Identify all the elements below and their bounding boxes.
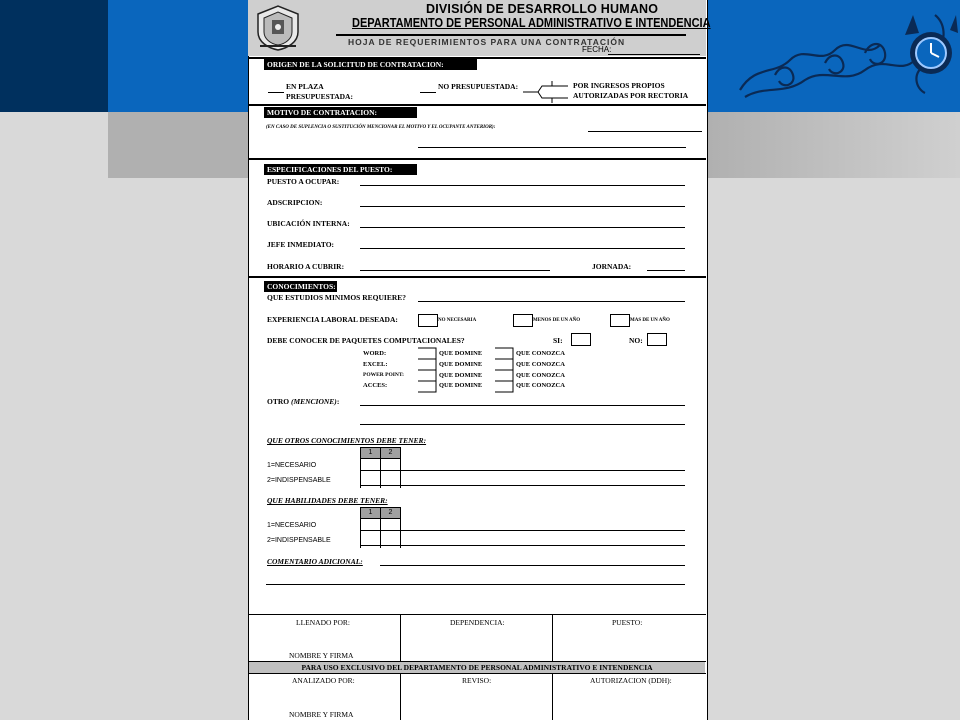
exp-no-necesaria-label: NO NECESARIA	[438, 318, 477, 323]
domine-label-excel: QUE DOMINE	[439, 361, 483, 368]
analizado-label: ANALIZADO POR:	[292, 676, 355, 685]
ingresos-bracket[interactable]	[522, 80, 572, 104]
rating-header-2: 2	[380, 507, 401, 519]
habilidades-line-2[interactable]	[360, 545, 685, 546]
no-presup-label: NO PRESUPUESTADA:	[438, 82, 519, 91]
exp-mas-checkbox[interactable]	[610, 314, 630, 327]
gray-block-right	[708, 112, 960, 178]
estudios-label: QUE ESTUDIOS MINIMOS REQUIERE?	[267, 293, 406, 302]
no-label: NO:	[629, 336, 643, 345]
habilidades-line-1[interactable]	[360, 530, 685, 531]
university-seal-icon	[252, 2, 304, 52]
comentario-line-2[interactable]	[266, 584, 685, 585]
plaza-label-2: PRESUPUESTADA:	[286, 92, 353, 101]
adscripcion-line[interactable]	[360, 206, 685, 207]
ingresos-label-2: AUTORIZADAS POR RECTORIA	[573, 91, 689, 100]
origen-title: ORIGEN DE LA SOLICITUD DE CONTRATACION:	[264, 59, 477, 70]
signature-col-line	[552, 673, 553, 720]
exclusivo-bar: PARA USO EXCLUSIVO DEL DEPARTAMENTO DE PERSONAL ADMINISTRATIVO E INTENDENCIA	[249, 662, 705, 673]
section-divider	[248, 104, 706, 106]
adscripcion-label: ADSCRIPCION:	[267, 198, 323, 207]
motivo-line-1[interactable]	[588, 131, 702, 132]
domine-bracket[interactable]	[418, 347, 438, 393]
autorizacion-label: AUTORIZACION (DDH):	[590, 676, 672, 685]
puesto-line[interactable]	[360, 185, 685, 186]
fecha-line	[608, 54, 700, 55]
reviso-label: REVISO:	[462, 676, 492, 685]
fecha-label: FECHA:	[582, 45, 612, 54]
otros-conocimientos-label: QUE OTROS CONOCIMIENTOS DEBE TENER:	[267, 436, 427, 445]
rating-col-line	[400, 518, 401, 548]
otro-label-a: OTRO	[267, 397, 291, 406]
rating-col-line	[360, 458, 361, 488]
software-acces-label: ACCES:	[363, 382, 388, 389]
software-excel-label: EXCEL:	[363, 361, 388, 368]
indispensable-legend: 2=INDISPENSABLE	[267, 537, 331, 544]
exp-mas-label: MAS DE UN AÑO	[630, 318, 670, 323]
clock-tower-ornament-icon	[735, 5, 960, 105]
software-ppt-label: POWER POINT:	[363, 372, 404, 378]
jornada-line[interactable]	[647, 270, 685, 271]
motivo-note: (EN CASO DE SUPLENCIA O SUSTITUCIÓN MENCIONAR EL MOTIVO Y EL OCUPANTE ANTERIOR):	[266, 125, 496, 130]
conozca-label-ppt: QUE CONOZCA	[516, 372, 565, 379]
nombre-firma-label-2: NOMBRE Y FIRMA	[289, 710, 354, 719]
puesto-label: PUESTO A OCUPAR:	[267, 177, 340, 186]
plaza-checkline[interactable]	[268, 92, 284, 93]
section-divider	[248, 673, 706, 674]
si-label: SI:	[553, 336, 563, 345]
header-line-2: DEPARTAMENTO DE PERSONAL ADMINISTRATIVO E INTENDENCIA	[352, 16, 711, 30]
dependencia-label: DEPENDENCIA:	[450, 618, 505, 627]
indispensable-legend: 2=INDISPENSABLE	[267, 477, 331, 484]
header-line-1: DIVISIÓN DE DESARROLLO HUMANO	[426, 2, 659, 16]
puesto-sign-label: PUESTO:	[612, 618, 643, 627]
signature-col-line	[552, 614, 553, 661]
rating-header-1: 1	[360, 447, 381, 459]
jefe-line[interactable]	[360, 248, 685, 249]
rating-col-line	[400, 458, 401, 488]
jefe-label: JEFE INMEDIATO:	[267, 240, 335, 249]
ubicacion-line[interactable]	[360, 227, 685, 228]
necesario-legend: 1=NECESARIO	[267, 522, 317, 529]
exp-no-necesaria-checkbox[interactable]	[418, 314, 438, 327]
conozca-bracket[interactable]	[495, 347, 515, 393]
jornada-label: JORNADA:	[592, 262, 632, 271]
si-checkbox[interactable]	[571, 333, 591, 346]
section-divider	[248, 614, 706, 615]
otros-con-line-1[interactable]	[360, 470, 685, 471]
header-line-3: HOJA DE REQUERIMIENTOS PARA UNA CONTRATACIÓN	[348, 37, 626, 47]
rating-header-1: 1	[360, 507, 381, 519]
rating-col-line	[380, 518, 381, 548]
domine-label-ppt: QUE DOMINE	[439, 372, 483, 379]
rating-col-line	[380, 458, 381, 488]
otro-label-c: :	[336, 397, 340, 406]
section-divider	[248, 276, 706, 278]
otros-con-line-2[interactable]	[360, 485, 685, 486]
conozca-label-excel: QUE CONOZCA	[516, 361, 565, 368]
nombre-firma-label: NOMBRE Y FIRMA	[289, 651, 354, 660]
exp-menos-checkbox[interactable]	[513, 314, 533, 327]
header-rule	[336, 34, 686, 36]
otro-label	[267, 397, 339, 406]
software-word-label: WORD:	[363, 350, 387, 357]
signature-col-line	[400, 673, 401, 720]
comentario-line-1[interactable]	[380, 565, 685, 566]
signature-col-line	[400, 614, 401, 661]
otro-label-b: (MENCIONE)	[290, 397, 337, 406]
motivo-title: MOTIVO DE CONTRATACION:	[264, 107, 417, 118]
habilidades-label: QUE HABILIDADES DEBE TENER:	[267, 496, 388, 505]
no-checkbox[interactable]	[647, 333, 667, 346]
domine-label-word: QUE DOMINE	[439, 350, 483, 357]
conocimientos-title: CONOCIMIENTOS:	[264, 281, 337, 292]
otro-line-2[interactable]	[360, 424, 685, 425]
rating-col-line	[360, 518, 361, 548]
section-divider	[248, 158, 706, 160]
rating-header-2: 2	[380, 447, 401, 459]
motivo-line-2[interactable]	[418, 147, 686, 148]
comentario-label: COMENTARIO ADICIONAL:	[267, 557, 363, 566]
gray-block-left	[108, 112, 248, 178]
domine-label-acces: QUE DOMINE	[439, 382, 483, 389]
otro-line-1[interactable]	[360, 405, 685, 406]
conozca-label-word: QUE CONOZCA	[516, 350, 565, 357]
horario-line[interactable]	[360, 270, 550, 271]
navy-block	[0, 0, 108, 112]
conozca-label-acces: QUE CONOZCA	[516, 382, 565, 389]
ubicacion-label: UBICACIÓN INTERNA:	[267, 219, 350, 228]
paquetes-label: DEBE CONOCER DE PAQUETES COMPUTACIONALES?	[267, 336, 465, 345]
horario-label: HORARIO A CUBRIR:	[267, 262, 345, 271]
especificaciones-title: ESPECIFICACIONES DEL PUESTO:	[264, 164, 417, 175]
necesario-legend: 1=NECESARIO	[267, 462, 317, 469]
llenado-label: LLENADO POR:	[296, 618, 350, 627]
no-presup-checkline[interactable]	[420, 92, 436, 93]
blue-block-left	[108, 0, 248, 112]
estudios-line[interactable]	[418, 301, 685, 302]
ingresos-label-1: POR INGRESOS PROPIOS	[573, 81, 665, 90]
experiencia-label: EXPERIENCIA LABORAL DESEADA:	[267, 315, 398, 324]
plaza-label-1: EN PLAZA	[286, 82, 324, 91]
exp-menos-label: MENOS DE UN AÑO	[533, 318, 581, 323]
